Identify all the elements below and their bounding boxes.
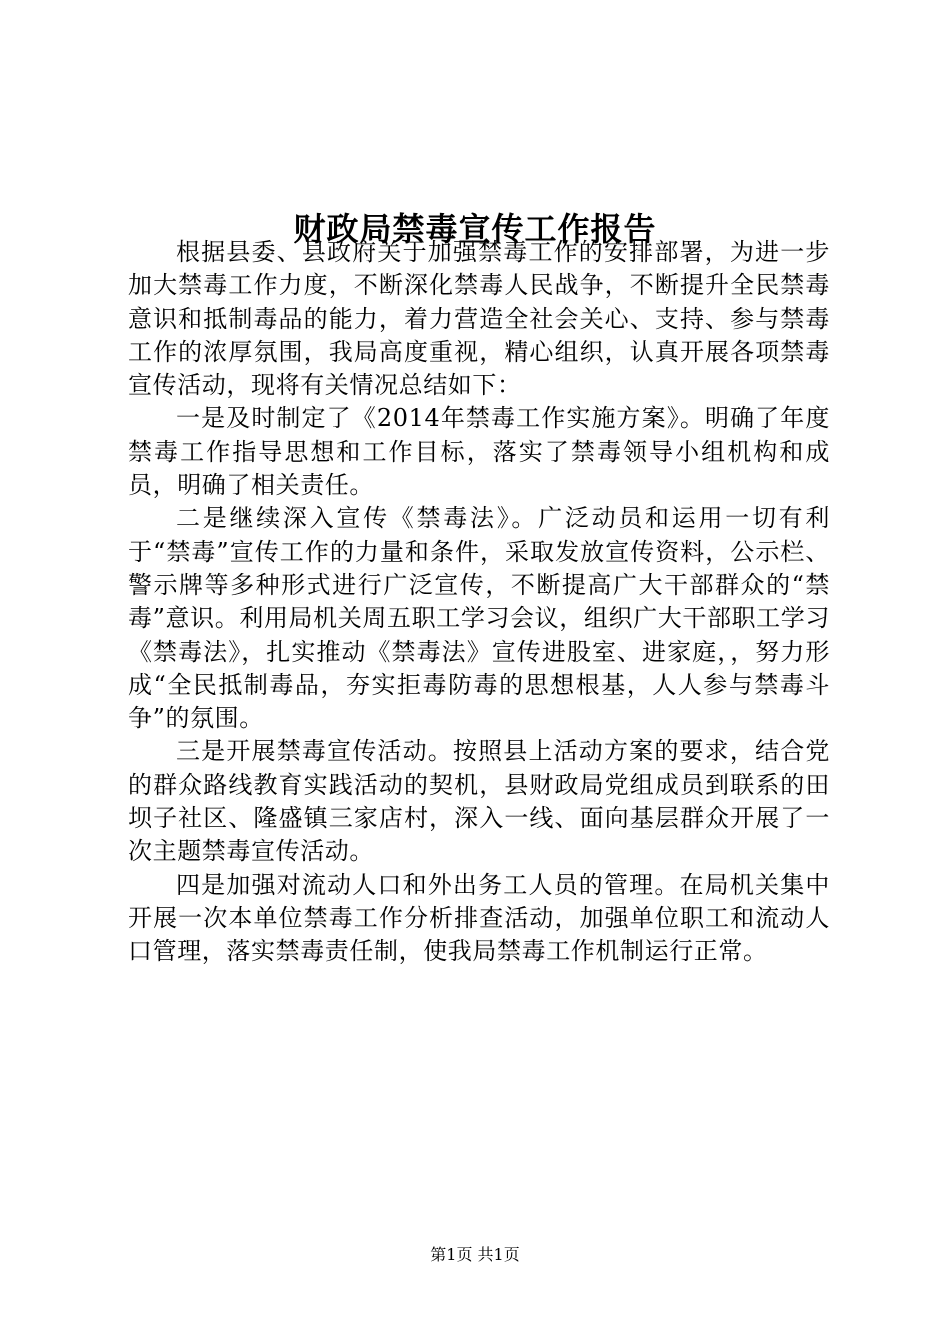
intro-paragraph: 根据县委、县政府关于加强禁毒工作的安排部署，为进一步加大禁毒工作力度，不断深化禁毒人民战争，不断提升全民禁毒意识和抵制毒品的能力，着力营造全社会关心、支持、参与禁毒工作的浓厚氛围，我局高度重视，精心组织，认真开展各项禁毒宣传活动，现将有关情况总结如下： (128, 238, 830, 400)
paragraph-3: 三是开展禁毒宣传活动。按照县上活动方案的要求，结合党的群众路线教育实践活动的契机，县财政局党组成员到联系的田坝子社区、隆盛镇三家店村，深入一线、面向基层群众开展了一次主题禁毒宣传活动。 (128, 737, 830, 866)
paragraph-2: 二是继续深入宣传《禁毒法》。广泛动员和运用一切有利于“禁毒”宣传工作的力量和条件，采取发放宣传资料，公示栏、警示牌等多种形式进行广泛宣传，不断提高广大干部群众的“禁毒”意识。利用局机关周五职工学习会议，组织广大干部职工学习《禁毒法》，扎实推动《禁毒法》宣传进股室、进家庭，，努力形成“全民抵制毒品，夯实拒毒防毒的思想根基，人人参与禁毒斗争”的氛围。 (128, 504, 830, 733)
paragraph-1: 一是及时制定了《2014年禁毒工作实施方案》。明确了年度禁毒工作指导思想和工作目标，落实了禁毒领导小组机构和成员，明确了相关责任。 (128, 404, 830, 500)
paragraph-4: 四是加强对流动人口和外出务工人员的管理。在局机关集中开展一次本单位禁毒工作分析排查活动，加强单位职工和流动人口管理，落实禁毒责任制，使我局禁毒工作机制运行正常。 (128, 870, 830, 966)
document-title: 财政局禁毒宣传工作报告 (293, 210, 657, 249)
document-body (128, 236, 830, 969)
page-number-footer: 第1页 共1页 (430, 1245, 520, 1264)
